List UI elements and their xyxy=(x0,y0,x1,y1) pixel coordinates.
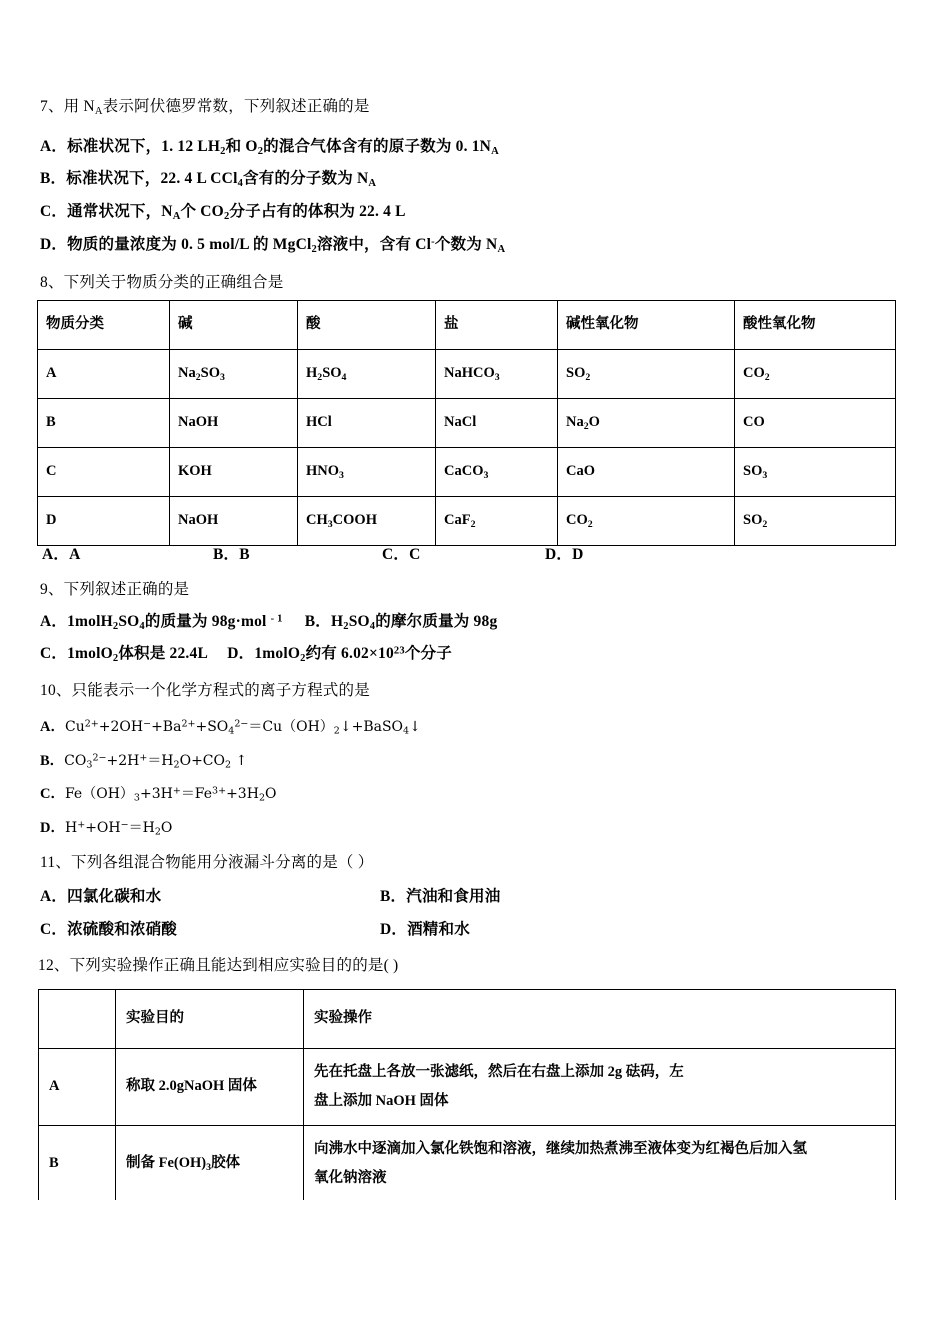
cell-b-acid: HCl xyxy=(298,399,436,448)
question-11-option-a[interactable] xyxy=(40,888,161,907)
table-row xyxy=(38,350,896,399)
question-7-stem xyxy=(40,98,370,119)
option-text-b: $H_2SO_4$的摩尔质量为 98g xyxy=(330,613,498,632)
option-label-c: C． xyxy=(40,921,68,938)
option-text-d: 酒精和水 xyxy=(407,921,470,938)
cell-a-operation xyxy=(304,1049,896,1126)
question-10-option-c[interactable] xyxy=(40,782,276,804)
cell-b-operation xyxy=(304,1126,896,1203)
cell-a-basic-oxide: $SO_2$ xyxy=(558,350,735,399)
question-11-option-b[interactable] xyxy=(380,888,500,907)
page-bottom-cutoff xyxy=(0,1200,950,1344)
cell-d-acid: $CH_3COOH$ xyxy=(298,497,436,546)
option-label-d: D． xyxy=(40,236,68,253)
option-label-d: D． xyxy=(227,645,255,662)
option-text-c: 浓硫酸和浓硝酸 xyxy=(67,921,177,938)
question-10-option-d[interactable] xyxy=(40,816,172,838)
cell-d-salt: CaF$_2$ xyxy=(436,497,558,546)
question-11-number: 11、 xyxy=(40,854,72,871)
cell-b-purpose: 制备 $Fe(OH)_3$胶体 xyxy=(116,1126,304,1203)
option-label-c: C． xyxy=(40,203,68,220)
question-7-stem-text: 用 $N_A$表示阿伏德罗常数，下列叙述正确的是 xyxy=(63,98,370,117)
cell-d-basic-oxide: $CO_2$ xyxy=(558,497,735,546)
option-label-b: B． xyxy=(40,753,65,769)
option-label-d: D． xyxy=(380,921,408,938)
option-label-a: A． xyxy=(40,888,68,905)
option-text-a: 四氯化碳和水 xyxy=(67,888,162,905)
option-label-b: B． xyxy=(40,170,67,187)
question-7-number: 7、 xyxy=(40,98,64,115)
question-11-stem xyxy=(40,854,373,873)
table-row xyxy=(38,399,896,448)
option-text-c: 通常状况下，$N_A$个 $CO_2$分子占有的体积为 22. 4 L xyxy=(67,203,406,222)
cell-d-base: NaOH xyxy=(170,497,298,546)
question-7-option-c[interactable] xyxy=(40,203,406,224)
option-label-b: B． xyxy=(380,888,407,905)
option-label-a: A． xyxy=(40,613,68,630)
question-12-stem-text: 下列实验操作正确且能达到相应实验目的的是( ) xyxy=(69,957,399,974)
header-purpose: 实验目的 xyxy=(116,990,304,1049)
question-7-option-d[interactable] xyxy=(40,236,505,257)
row-key-d: D xyxy=(38,497,170,546)
option-text-c: 1molO$_2$体积是 22.4L xyxy=(67,645,208,664)
table-header-row xyxy=(38,301,896,350)
question-8-number: 8、 xyxy=(40,274,64,291)
question-9-stem xyxy=(40,581,189,600)
cell-a-acidic-oxide: $CO_2$ xyxy=(735,350,896,399)
cell-a-operation-line2: 盘上添加 NaOH 固体 xyxy=(314,1093,449,1109)
option-text-a: $1molH_2SO_4$的质量为 98g·mol $^{- 1}$ xyxy=(67,613,283,632)
header-acid: 酸 xyxy=(298,301,436,350)
option-label-a: A． xyxy=(40,138,68,155)
option-label-c: C． xyxy=(40,645,68,662)
question-9-number: 9、 xyxy=(40,581,64,598)
header-category: 物质分类 xyxy=(38,301,170,350)
option-text-a: 标准状况下，1. 12 $LH_2$和 $O_2$的混合气体含有的原子数为 0. $1N_A$ xyxy=(67,138,499,157)
cell-b-operation-line1: 向沸水中逐滴加入氯化铁饱和溶液，继续加热煮沸至液体变为红褐色后加入氢 xyxy=(314,1141,807,1157)
table-header-row xyxy=(39,990,896,1049)
question-9-stem-text: 下列叙述正确的是 xyxy=(63,581,190,598)
question-10-number: 10、 xyxy=(40,682,72,699)
question-7-option-a[interactable] xyxy=(40,138,499,159)
option-text-d: 1molO$_2$约有 $6.02\times 10^{23}$个分子 xyxy=(254,645,452,664)
header-base: 碱 xyxy=(170,301,298,350)
option-label-b: B． xyxy=(304,613,331,630)
header-acidic-oxide: 酸性氧化物 xyxy=(735,301,896,350)
experiment-operations-table xyxy=(38,989,896,1203)
cell-c-acid: $HNO_3$ xyxy=(298,448,436,497)
table-row xyxy=(38,448,896,497)
question-11-stem-text: 下列各组混合物能用分液漏斗分离的是（ ） xyxy=(71,854,374,871)
question-10-option-a[interactable] xyxy=(40,715,421,737)
option-equation-c: $Fe(OH)_3+3H^+=Fe^{3+}+3H_2O$ xyxy=(64,785,277,804)
row-key-a: A xyxy=(38,350,170,399)
question-11-option-c[interactable] xyxy=(40,921,177,940)
cell-a-purpose: 称取 2.0gNaOH 固体 xyxy=(116,1049,304,1126)
cell-a-operation-line1: 先在托盘上各放一张滤纸，然后在右盘上添加 2g 砝码，左 xyxy=(314,1064,684,1080)
question-7-option-b[interactable] xyxy=(40,170,376,191)
header-blank xyxy=(39,990,116,1049)
option-label-c: C． xyxy=(40,786,65,802)
row-key-c: C xyxy=(38,448,170,497)
option-label-d: D． xyxy=(40,820,65,836)
option-label-a: A． xyxy=(40,719,65,735)
question-10-stem xyxy=(40,682,370,701)
header-salt: 盐 xyxy=(436,301,558,350)
cell-c-salt: CaCO$_3$ xyxy=(436,448,558,497)
cell-c-base: KOH xyxy=(170,448,298,497)
cell-b-salt: NaCl xyxy=(436,399,558,448)
cell-a-base: $Na_2SO_3$ xyxy=(170,350,298,399)
question-8-answer-d[interactable]: D．D xyxy=(545,546,584,563)
cell-a-salt: NaHCO$_3$ xyxy=(436,350,558,399)
question-8-stem-text: 下列关于物质分类的正确组合是 xyxy=(63,274,284,291)
table-row xyxy=(39,1126,896,1203)
table-row xyxy=(39,1049,896,1126)
cell-b-basic-oxide: $Na_2O$ xyxy=(558,399,735,448)
question-8-answer-c[interactable]: C．C xyxy=(382,546,421,563)
cell-a-acid: $H_2SO_4$ xyxy=(298,350,436,399)
option-equation-d: $H^++OH^-=H_2O$ xyxy=(64,819,173,838)
header-operation: 实验操作 xyxy=(304,990,896,1049)
row-key-a: A xyxy=(39,1049,116,1126)
question-8-answer-b[interactable]: B．B xyxy=(213,546,250,563)
option-text-b: 标准状况下，22. 4 L CCl$_4$含有的分子数为 $N_A$ xyxy=(66,170,377,189)
question-12-stem xyxy=(38,957,398,976)
question-9-options-line-2[interactable] xyxy=(40,645,452,666)
question-8-stem xyxy=(40,274,283,293)
row-key-b: B xyxy=(38,399,170,448)
question-8-answer-a[interactable]: A．A xyxy=(42,546,81,563)
option-equation-a: $Cu^{2+}+2OH^-+Ba^{2+}+SO_4^{2-}=Cu(OH)_2↓+BaSO_4↓$ xyxy=(64,718,421,737)
question-10-stem-text: 只能表示一个化学方程式的离子方程式的是 xyxy=(71,682,370,699)
cell-b-base: NaOH xyxy=(170,399,298,448)
question-10-option-b[interactable] xyxy=(40,749,247,771)
question-12-number: 12、 xyxy=(38,957,70,974)
cell-b-acidic-oxide: CO xyxy=(735,399,896,448)
cell-c-basic-oxide: CaO xyxy=(558,448,735,497)
table-row xyxy=(38,497,896,546)
question-11-option-d[interactable] xyxy=(380,921,470,940)
option-text-b: 汽油和食用油 xyxy=(406,888,501,905)
cell-d-acidic-oxide: $SO_2$ xyxy=(735,497,896,546)
option-equation-b: $CO_3^{2-}+2H^+=H_2O+CO_2$ ↑ xyxy=(64,752,248,771)
substance-classification-table xyxy=(37,300,896,546)
option-text-d: 物质的量浓度为 0. 5 mol/L 的 MgCl$_2$溶液中，含有 Cl-个数为 $N_A$ xyxy=(67,236,506,255)
cell-c-acidic-oxide: $SO_3$ xyxy=(735,448,896,497)
header-basic-oxide: 碱性氧化物 xyxy=(558,301,735,350)
question-9-options-line-1[interactable] xyxy=(40,613,497,634)
row-key-b: B xyxy=(39,1126,116,1203)
cell-b-operation-line2: 氧化钠溶液 xyxy=(314,1170,387,1186)
